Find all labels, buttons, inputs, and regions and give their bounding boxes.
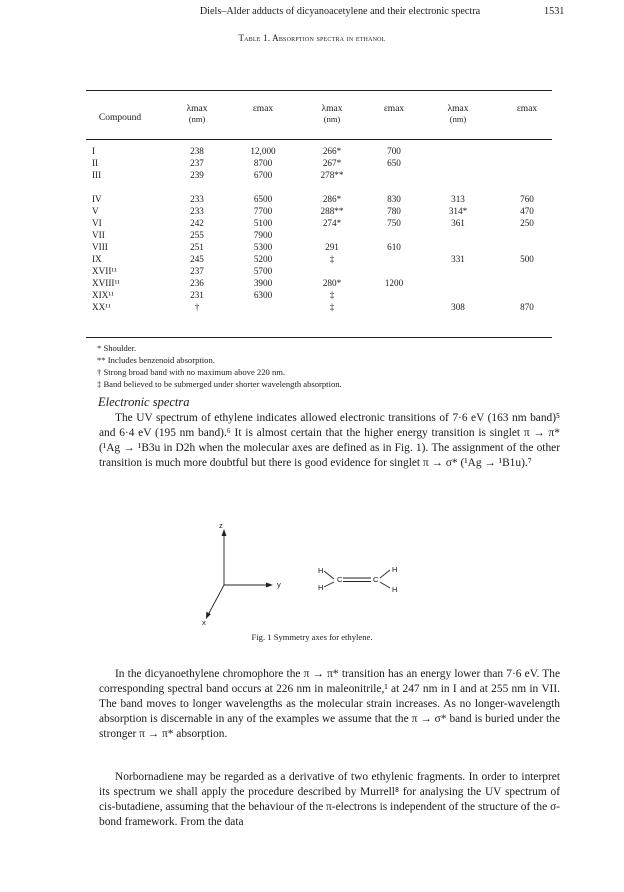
x-axis-line [208, 585, 224, 615]
col-header-compound: Compound [98, 113, 142, 123]
paragraph-2 [99, 667, 560, 742]
footnote-submerged: ‡ Band believed to be submerged under shorter wavelength absorption. [97, 379, 342, 389]
table-cell-l2: 280* [322, 278, 342, 288]
table-cell-e2: 830 [387, 194, 401, 204]
table-cell-compound: V [92, 206, 99, 216]
atom-h-upper-left: H [318, 566, 324, 575]
table-cell-l2: 291 [325, 242, 339, 252]
table-cell-l3: 361 [451, 218, 465, 228]
table-top-rule [86, 90, 552, 91]
table-cell-l2: 286* [322, 194, 342, 204]
paragraph-2-text: In the dicyanoethylene chromophore the π → π* transition has an energy lower than 7·6 eV. The corresponding spectral band occurs at 226 nm in maleonitrile,¹ at 247 nm in I and at 255 nm in VII. The band moves to longer wavelengths as the molecular strain increases. As no longer-wavelength absorption is discernable in any of the examples we assume that the π → σ* band is buried under the stronger π → π* absorption. [99, 668, 560, 740]
atom-h-lower-left: H [318, 583, 324, 592]
col-header-emax-1: εmax [252, 104, 274, 114]
bond-h-upper-right [380, 570, 390, 578]
table-cell-compound: XIX¹¹ [92, 290, 114, 300]
table-cell-e2: 750 [387, 218, 401, 228]
table-cell-compound: VII [92, 230, 105, 240]
table-cell-l2: ‡ [329, 302, 335, 312]
table-cell-l2: ‡ [329, 254, 335, 264]
table-cell-e2: 700 [387, 146, 401, 156]
table-cell-compound: XVIII¹¹ [92, 278, 120, 288]
table-cell-l1: 238 [190, 146, 204, 156]
table-cell-e1: 6500 [253, 194, 273, 204]
table-cell-e1: 8700 [253, 158, 273, 168]
figure-1 [190, 520, 470, 630]
z-axis-label: z [219, 521, 223, 530]
footnote-shoulder: * Shoulder. [97, 343, 137, 353]
table-cell-compound: IX [92, 254, 102, 264]
table-cell-l3: 313 [451, 194, 465, 204]
table-cell-compound: II [92, 158, 99, 168]
table-cell-e1: 7900 [253, 230, 273, 240]
y-axis-label: y [277, 580, 281, 589]
table-cell-l1: 236 [190, 278, 204, 288]
paragraph-1-text: The UV spectrum of ethylene indicates allowed electronic transitions of 7·6 eV (163 nm band)⁵ and 6·4 eV (195 nm band).⁶ It is almost certain that the higher energy transition is singlet π → π*(¹Ag → ¹B3u in D2h when the molecular axes are defined as in Fig. 1). The assignment of the other transition is much more doubtful but there is good evidence for singlet π → σ* (¹Ag → ¹B1u).⁷ [99, 412, 560, 469]
section-heading: Electronic spectra [98, 395, 190, 409]
paragraph-3 [99, 770, 560, 830]
table-cell-l2: 274* [322, 218, 342, 228]
table-cell-compound: VI [92, 218, 102, 228]
table-cell-l2: 288** [320, 206, 344, 216]
nm-label: (nm) [323, 114, 341, 124]
table-cell-e1: 3900 [253, 278, 273, 288]
table-cell-e1: 12,000 [250, 146, 276, 156]
figure-caption: Fig. 1 Symmetry axes for ethylene. [251, 632, 373, 642]
table-cell-l1: 233 [190, 194, 204, 204]
table-cell-l2: 267* [322, 158, 342, 168]
atom-c-left: C [337, 575, 343, 584]
table-cell-l1: 239 [190, 170, 204, 180]
table-cell-l3: 331 [451, 254, 465, 264]
table-cell-compound: VIII [92, 242, 108, 252]
table-cell-e2: 780 [387, 206, 401, 216]
table-cell-e3: 870 [520, 302, 534, 312]
atom-h-upper-right: H [392, 565, 398, 574]
table-cell-compound: XVII¹¹ [92, 266, 117, 276]
nm-label: (nm) [188, 114, 206, 124]
paragraph-1 [99, 411, 560, 471]
table-cell-compound: XX¹¹ [92, 302, 111, 312]
table-cell-l3: 314* [448, 206, 468, 216]
table-cell-l2: 266* [322, 146, 342, 156]
x-axis-arrow [206, 612, 211, 619]
table-cell-l2: 278** [320, 170, 344, 180]
table-header-rule [86, 139, 552, 140]
table-cell-l1: 251 [190, 242, 204, 252]
col-header-lmax-3 [438, 104, 478, 124]
col-header-lmax-1 [177, 104, 217, 124]
table-cell-e2: 610 [387, 242, 401, 252]
table-cell-l1: † [194, 302, 200, 312]
table-cell-l1: 242 [190, 218, 204, 228]
table-cell-e2: 1200 [384, 278, 404, 288]
table-cell-e1: 5700 [253, 266, 273, 276]
bond-h-upper-left [324, 571, 334, 579]
z-axis-arrow [222, 529, 227, 536]
table-cell-e3: 500 [520, 254, 534, 264]
lmax-label: λmax [321, 104, 343, 114]
paragraph-3-text: Norbornadiene may be regarded as a derivative of two ethylenic fragments. In order to interpret its spectrum we shall apply the procedure described by Murrell⁸ for analysing the UV spectrum of cis-butadiene, assuming that the behaviour of the π-electrons is independent of the structure of the σ-bond framework. From the data [99, 771, 560, 828]
x-axis-label: x [202, 618, 206, 627]
col-header-lmax-2 [312, 104, 352, 124]
table-cell-e1: 6300 [253, 290, 273, 300]
table-cell-e2: 650 [387, 158, 401, 168]
table-cell-l1: 245 [190, 254, 204, 264]
bond-h-lower-right [380, 582, 390, 588]
table-cell-l1: 255 [190, 230, 204, 240]
table-cell-compound: III [92, 170, 102, 180]
table-cell-l3: 308 [451, 302, 465, 312]
table-cell-e3: 250 [520, 218, 534, 228]
table-cell-e1: 5300 [253, 242, 273, 252]
table-cell-e1: 6700 [253, 170, 273, 180]
table-bottom-rule [86, 337, 552, 338]
bond-h-lower-left [324, 582, 334, 587]
col-header-emax-2: εmax [383, 104, 405, 114]
table-caption: Table 1. Absorption spectra in ethanol [238, 33, 386, 43]
table-cell-e3: 470 [520, 206, 534, 216]
y-axis-arrow [266, 583, 273, 588]
col-header-emax-3: εmax [516, 104, 538, 114]
table-cell-e1: 5100 [253, 218, 273, 228]
table-cell-l1: 237 [190, 266, 204, 276]
atom-c-right: C [373, 575, 379, 584]
footnote-broad-band: † Strong broad band with no maximum above 220 nm. [97, 367, 286, 377]
lmax-label: λmax [186, 104, 208, 114]
table-cell-l2: ‡ [329, 290, 335, 300]
table-cell-compound: IV [92, 194, 102, 204]
table-cell-e1: 7700 [253, 206, 273, 216]
atom-h-lower-right: H [392, 585, 398, 594]
table-cell-l1: 231 [190, 290, 204, 300]
table-cell-e1: 5200 [253, 254, 273, 264]
page-number: 1531 [544, 6, 565, 17]
running-title: Diels–Alder adducts of dicyanoacetylene and their electronic spectra [199, 6, 481, 17]
table-cell-l1: 233 [190, 206, 204, 216]
table-cell-e3: 760 [520, 194, 534, 204]
table-cell-l1: 237 [190, 158, 204, 168]
table-cell-compound: I [92, 146, 96, 156]
footnote-benzenoid: ** Includes benzenoid absorption. [97, 355, 215, 365]
nm-label: (nm) [449, 114, 467, 124]
lmax-label: λmax [447, 104, 469, 114]
